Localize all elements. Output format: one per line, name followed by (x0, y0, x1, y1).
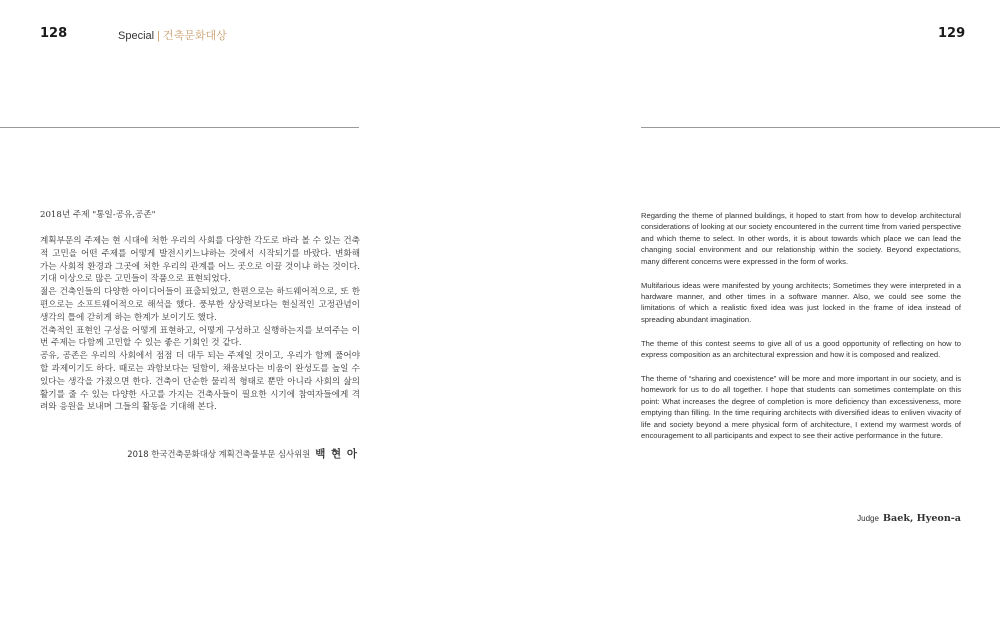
section-header (118, 27, 227, 43)
korean-signature (40, 446, 358, 461)
english-paragraph: Regarding the theme of planned buildings, it hoped to start from how to develop architectural considerations of looking at our society encountered in the current time from varied perspective and which theme to select. In other words, it is about towards which place we can lead the changing social environment and our relationship within the society. Beyond expectations, many different concerns were expressed in the form of works. (641, 211, 961, 266)
section-separator: | (157, 30, 160, 42)
divider-right (641, 127, 1000, 128)
korean-body (40, 235, 360, 414)
korean-paragraph: 계획부문의 주제는 현 시대에 처한 우리의 사회를 다양한 각도로 바라 볼 수 있는 건축적 고민을 어떤 주제를 어떻게 발전시키느냐하는 것에서 시작되기를 바랐다. 변화해 가는 사회적 환경과 그곳에 처한 우리의 관계를 어느 곳으로 이끌 것이냐 하는 것이다. 기대 이상으로 많은 고민들이 작품으로 표현되었다. (40, 236, 360, 285)
korean-paragraph: 건축적인 표현인 구성을 어떻게 표현하고, 어떻게 구성하고 실행하는지를 보여주는 이번 주제는 다함께 고민할 수 있는 좋은 기회인 것 같다. (40, 325, 360, 349)
divider-left (0, 127, 359, 128)
korean-sign-name: 백 현 아 (315, 448, 358, 460)
english-sign-name: Baek, Hyeon-a (882, 513, 961, 524)
page-number-right: 129 (938, 26, 966, 41)
english-sign-role: Judge (857, 514, 879, 523)
korean-paragraph: 젊은 건축인들의 다양한 아이디어들이 표출되었고, 한편으로는 하드웨어적으로, 또 한편으로는 소프트웨어적으로 해석을 했다. 풍부한 상상력보다는 현실적인 고정관념이 생각의 틀에 갇히게 하는 한계가 보이기도 했다. (40, 287, 360, 323)
korean-heading: 2018년 주제 "통일-공유,공존" (40, 210, 156, 220)
section-title: Special (118, 30, 155, 42)
english-paragraph: Multifarious ideas were manifested by young architects; Sometimes they were interpreted in a hardware manner, and other times in a software manner. Also, we could see some the limitations of which a realistic fixed idea was just locked in the frame of idea instead of spreading abundant imagination. (641, 280, 961, 324)
korean-sign-role: 2018 한국건축문화대상 계획건축물부문 심사위원 (127, 449, 311, 459)
korean-paragraph: 공유, 공존은 우리의 사회에서 점점 더 대두 되는 주제일 것이고, 우리가 함께 풀어야 할 과제이기도 하다. 때로는 과함보다는 덜함이, 채움보다는 비움이 완성도를 높일 수 있다는 생각을 가졌으면 한다. 건축이 단순한 물리적 형태로 뿐만 아니라 사회의 삶의 활기를 줄 수 있는 다양한 사고를 가지는 건축사들이 필요한 시기에 참여자들에게 격려와 응원을 보내며 그들의 활동을 기대해 본다. (40, 351, 360, 413)
english-paragraph: The theme of “sharing and coexistence” will be more and more important in our society, and is homework for us to do all together. I hope that students can sometimes contemplate on this point: What increases the degree of completion is more deficiency than excessiveness, more emptying than filling. In the time requiring architects with diversified ideas to enliven vivacity of life and society beyond a mere physical form of architecture, I extend my warmest words of encouragement to all participants and expect to see their active performance in the future. (641, 373, 961, 440)
english-signature (641, 513, 961, 524)
english-body (641, 210, 961, 454)
page-number-left: 128 (40, 26, 68, 41)
english-paragraph: The theme of this contest seems to give all of us a good opportunity of reflecting on how to express composition as an architectural expression and how it is composed and realized. (641, 338, 961, 360)
section-subtitle: 건축문화대상 (162, 30, 227, 42)
